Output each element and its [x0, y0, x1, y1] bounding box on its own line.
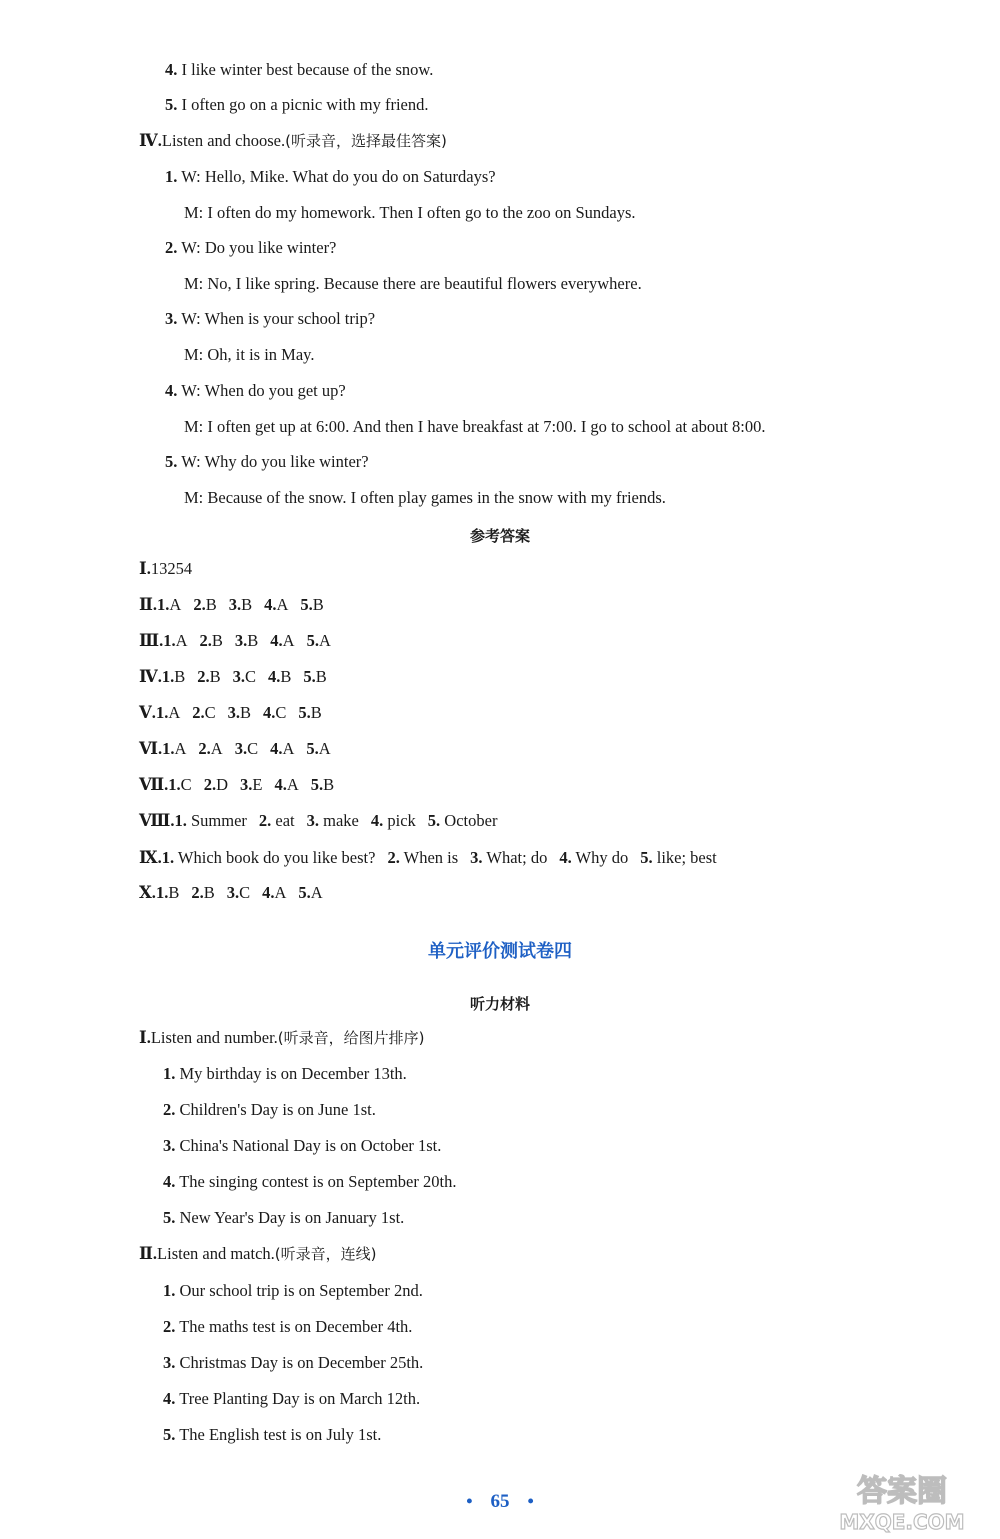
iv-item-3-w: 3. W: When is your school trip?: [165, 309, 376, 328]
answer-row-iii: Ⅲ.1.A 2.B 3.B 4.A 5.A: [139, 631, 331, 650]
iv-item-3-m: M: Oh, it is in May.: [184, 345, 315, 364]
unit-title: 单元评价测试卷四: [428, 941, 572, 962]
answer-row-ix: Ⅸ.1. Which book do you like best? 2. When is 3. What; do 4. Why do 5. like; best: [139, 848, 717, 867]
answer-row-vi: Ⅵ.1.A 2.A 3.C 4.A 5.A: [139, 739, 331, 758]
answer-row-iv: Ⅳ.1.B 2.B 3.C 4.B 5.B: [139, 667, 327, 686]
watermark-logo: [812, 1463, 992, 1535]
page-number: 65: [490, 1491, 510, 1512]
iv-item-1-w: 1. W: Hello, Mike. What do you do on Saturdays?: [165, 167, 496, 186]
answer-row-ii: Ⅱ.1.A 2.B 3.B 4.A 5.B: [139, 595, 324, 614]
watermark-bottom-text: MXQE.COM: [839, 1510, 965, 1534]
answer-row-i: Ⅰ.13254: [139, 559, 193, 578]
watermark-top-text: 答案圈: [857, 1474, 947, 1509]
answers-header: 参考答案: [469, 527, 530, 545]
part-ii-item-4: 4. Tree Planting Day is on March 12th.: [163, 1389, 421, 1408]
iv-item-4-m: M: I often get up at 6:00. And then I have breakfast at 7:00. I go to school at about 8:00.: [184, 417, 766, 436]
part-i-item-1: 1. My birthday is on December 13th.: [163, 1064, 407, 1083]
iv-item-5-w: 5. W: Why do you like winter?: [165, 452, 369, 471]
part-ii-item-1: 1. Our school trip is on September 2nd.: [163, 1281, 423, 1300]
iv-item-2-w: 2. W: Do you like winter?: [165, 238, 337, 257]
answer-row-vii: Ⅶ.1.C 2.D 3.E 4.A 5.B: [139, 775, 335, 794]
line-top-4: 4. I like winter best because of the snow.: [165, 60, 434, 79]
part-i-item-2: 2. Children's Day is on June 1st.: [163, 1100, 376, 1119]
part-i-item-3: 3. China's National Day is on October 1st.: [163, 1136, 442, 1155]
part-ii-item-3: 3. Christmas Day is on December 25th.: [163, 1353, 424, 1372]
bullet-left-icon: •: [466, 1491, 473, 1511]
iv-item-4-w: 4. W: When do you get up?: [165, 381, 346, 400]
part-i-item-4: 4. The singing contest is on September 20th.: [163, 1172, 457, 1191]
iv-item-5-m: M: Because of the snow. I often play games in the snow with my friends.: [184, 488, 666, 507]
bullet-right-icon: •: [527, 1491, 534, 1511]
section-iv-heading: Ⅳ.Listen and choose.(听录音，选择最佳答案): [139, 131, 447, 150]
answer-row-viii: Ⅷ.1. Summer 2. eat 3. make 4. pick 5. October: [139, 811, 498, 830]
iv-item-1-m: M: I often do my homework. Then I often go to the zoo on Sundays.: [184, 203, 636, 222]
part-ii-item-5: 5. The English test is on July 1st.: [163, 1425, 382, 1444]
answer-row-x: Ⅹ.1.B 2.B 3.C 4.A 5.A: [139, 883, 323, 902]
listening-header: 听力材料: [469, 995, 530, 1013]
iv-item-2-m: M: No, I like spring. Because there are beautiful flowers everywhere.: [184, 274, 642, 293]
part-i-heading: Ⅰ.Listen and number.(听录音，给图片排序): [139, 1028, 425, 1047]
line-top-5: 5. I often go on a picnic with my friend.: [165, 95, 429, 114]
answer-row-v: Ⅴ.1.A 2.C 3.B 4.C 5.B: [139, 703, 322, 722]
part-i-item-5: 5. New Year's Day is on January 1st.: [163, 1208, 405, 1227]
part-ii-heading: Ⅱ.Listen and match.(听录音，连线): [139, 1244, 377, 1263]
part-ii-item-2: 2. The maths test is on December 4th.: [163, 1317, 413, 1336]
